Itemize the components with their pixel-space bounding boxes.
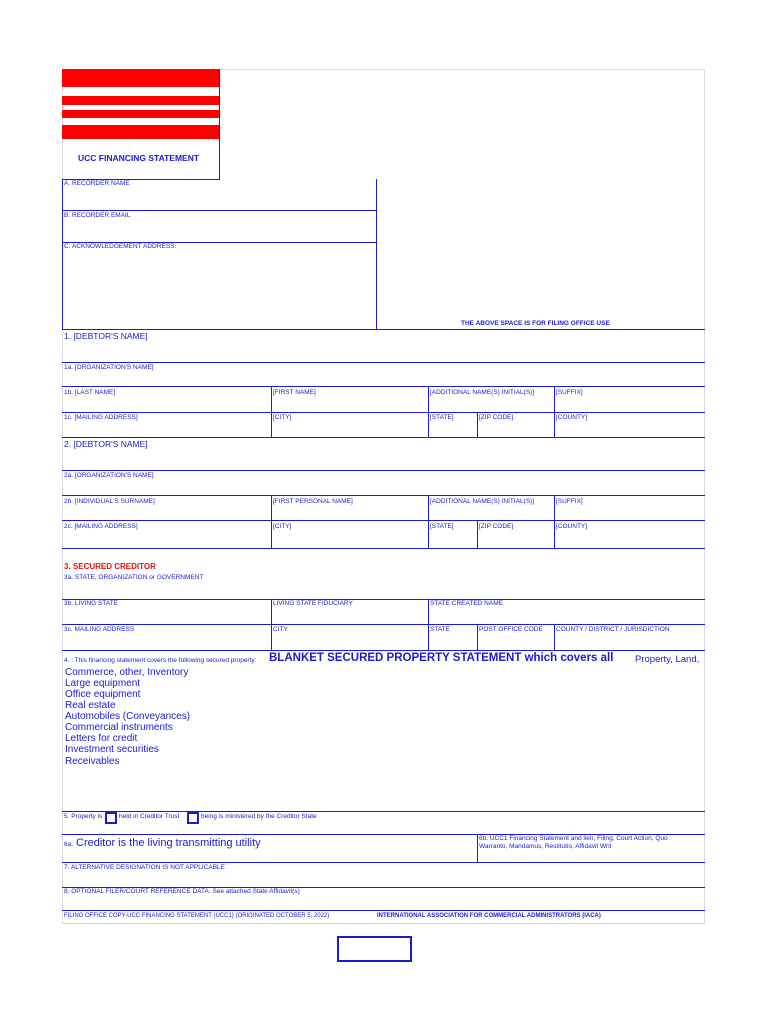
debtor2-mailing-label: 2c. [MAILING ADDRESS] xyxy=(64,523,138,530)
creditor-living-state-label: 3b. LIVING STATE xyxy=(64,600,118,607)
section6a-label: 6a. xyxy=(64,841,74,848)
collateral-item: Receivables xyxy=(65,756,120,767)
section8-text: 8. OPTIONAL FILER/COURT REFERENCE DATA: See attached State Affidavit(s) xyxy=(64,888,300,895)
debtor2-suffix-label: [SUFFIX] xyxy=(556,498,583,505)
section6b-line1: 6b. UCC1 Financing Statement and lien, Filing, Court Action, Quo xyxy=(479,835,668,842)
collateral-headline: BLANKET SECURED PROPERTY STATEMENT which covers all xyxy=(269,652,614,664)
form-logo xyxy=(62,69,219,139)
debtor2-org-label: 2a. [ORGANIZATION'S NAME] xyxy=(64,472,154,479)
debtor2-city-label: [CITY] xyxy=(273,523,292,530)
form-title: UCC FINANCING STATEMENT xyxy=(78,153,200,163)
debtor2-county-label: [COUNTY] xyxy=(556,523,588,530)
debtor1-org-label: 1a. [ORGANIZATION'S NAME] xyxy=(64,364,154,371)
creditor-mailing-label: 3c. MAILING ADDRESS xyxy=(64,626,135,633)
collateral-headline-tail: Property, Land, xyxy=(635,654,700,665)
debtor1-heading: 1. [DEBTOR'S NAME] xyxy=(64,331,148,341)
collateral-item: Large equipment xyxy=(65,678,141,689)
recorder-name-label: A. RECORDER NAME xyxy=(64,180,130,187)
filing-office-note: THE ABOVE SPACE IS FOR FILING OFFICE USE xyxy=(461,320,610,327)
ministered-by-state-checkbox[interactable] xyxy=(187,812,199,824)
debtor2-heading: 2. [DEBTOR'S NAME] xyxy=(64,439,148,449)
debtor2-state-label: [STATE] xyxy=(430,523,454,530)
creditor-state-short-label: STATE xyxy=(430,626,450,633)
property-text-1: 5. Property is xyxy=(64,813,103,820)
debtor1-mailing-label: 1c. [MAILING ADDRESS] xyxy=(64,414,138,421)
section6b-line2: Warranto, Mandamus, Restitutio, Affidavit Writ xyxy=(479,843,612,850)
collateral-intro: 4. : This financing statement covers the following secured property: xyxy=(64,657,257,664)
debtor2-additional-name-label: [ADDITIONAL NAME(S) INITIAL(S)] xyxy=(430,498,535,505)
debtor1-county-label: [COUNTY] xyxy=(556,414,588,421)
creditor-county-label: COUNTY / DISTRICT / JURISDICTION xyxy=(556,626,670,633)
footer-copy-text: FILING OFFICE COPY-UCC FINANCING STATEMENT (UCC1) (ORIGINATED OCTOBER 5, 2022) xyxy=(64,913,330,919)
debtor1-state-label: [STATE] xyxy=(430,414,454,421)
debtor2-zip-label: [ZIP CODE] xyxy=(479,523,514,530)
collateral-item: Real estate xyxy=(65,700,116,711)
collateral-item: Commercial instruments xyxy=(65,722,173,733)
held-in-trust-checkbox[interactable] xyxy=(105,812,117,824)
creditor-post-code-label: POST OFFICE CODE xyxy=(479,626,543,633)
section7-text: 7. ALTERNATIVE DESIGNATION IS NOT APPLICABLE xyxy=(64,864,225,871)
creditor-fiduciary-label: LIVING STATE FIDUCIARY xyxy=(273,600,353,607)
recorder-email-label: B. RECORDER EMAIL xyxy=(64,212,131,219)
debtor1-city-label: [CITY] xyxy=(273,414,292,421)
collateral-item: Letters for credit xyxy=(65,733,138,744)
debtor1-last-name-label: 1b. [LAST NAME] xyxy=(64,389,116,396)
collateral-item: Commerce, other, Inventory xyxy=(65,667,189,678)
creditor-city-label: CITY xyxy=(273,626,288,633)
collateral-item: Investment securities xyxy=(65,744,159,755)
filing-stamp-box xyxy=(337,936,412,962)
secured-creditor-heading: 3. SECURED CREDITOR xyxy=(64,562,156,571)
debtor1-first-name-label: [FIRST NAME] xyxy=(273,389,316,396)
creditor-state-label: 3a. STATE, ORGANIZATION or GOVERNMENT xyxy=(64,574,204,581)
property-text-2: held in Creditor Trust xyxy=(119,813,180,820)
debtor1-zip-label: [ZIP CODE] xyxy=(479,414,514,421)
debtor1-additional-name-label: [ADDITIONAL NAME(S) INITIAL(S)] xyxy=(430,389,535,396)
section6a-text: Creditor is the living transmitting utility xyxy=(76,837,261,849)
footer-association-text: INTERNATIONAL ASSOCIATION FOR COMMERCIAL ADMINISTRATORS (IACA) xyxy=(377,913,601,919)
creditor-created-name-label: STATE CREATED NAME xyxy=(430,600,503,607)
debtor2-first-name-label: [FIRST PERSONAL NAME] xyxy=(273,498,353,505)
acknowledgement-address-label: C. ACKNOWLEDGEMENT ADDRESS: xyxy=(64,243,177,250)
debtor1-suffix-label: [SUFFIX] xyxy=(556,389,583,396)
form-frame xyxy=(62,69,705,924)
collateral-item: Automobiles (Conveyances) xyxy=(65,711,191,722)
collateral-item: Office equipment xyxy=(65,689,141,700)
property-text-3: being is ministered by the Creditor State xyxy=(201,813,317,820)
debtor2-surname-label: 2b. [INDIVIDUAL'S SURNAME] xyxy=(64,498,155,505)
